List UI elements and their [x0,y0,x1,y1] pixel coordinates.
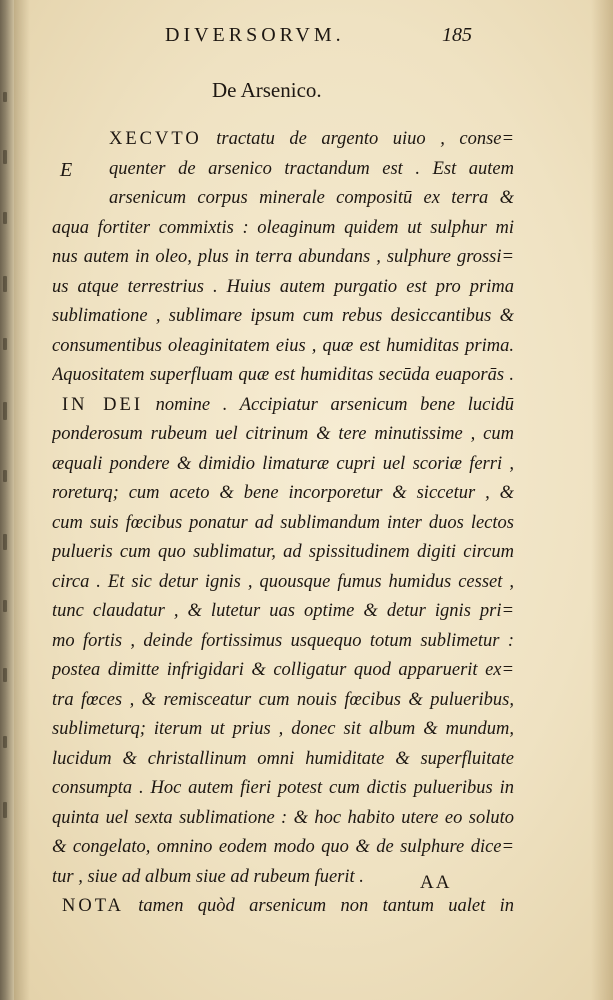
text-line: tunc claudatur , & lutetur uas optime & detur ignis pri= [52,601,514,621]
gutter-shadow [14,0,30,1000]
margin-mark [3,470,7,482]
margin-mark [3,600,7,612]
text-line: consumpta . Hoc autem fieri potest cum dictis pulueribus in [52,778,514,798]
text-line: aqua fortiter commixtis : oleaginum quidem ut sulphur mi [52,217,514,238]
margin-mark [3,212,7,224]
text-line: quinta uel sexta sublimatione : & hoc habito utere eo soluto [52,807,514,828]
text-line: ponderosum rubeum uel citrinum & tere minutissime , cum [52,424,514,444]
margin-mark [3,402,7,420]
text-line: quenter de arsenico tractandum est . Est autem [109,158,514,179]
margin-mark [3,338,7,350]
text-line: us atque terrestrius . Huius autem purgatio est pro prima [52,276,514,297]
text-line: IN DEI nomine . Accipiatur arsenicum bene lucidū [62,394,514,415]
text-line: roreturq; cum aceto & bene incorporetur & siccetur , & [52,483,514,503]
text-line: pulueris cum quo sublimatur, ad spissitudinem digiti circum [52,542,514,562]
text-line: & congelato, omnino eodem modo quo & de sulphure dice= [52,837,514,857]
text-line: sublimeturq; iterum ut prius , donec sit album & mundum, [52,719,514,739]
chapter-title: De Arsenico. [212,78,322,102]
page-number: 185 [442,24,472,46]
margin-mark [3,736,7,748]
text-line: tur , siue ad album siue ad rubeum fuerit . [52,866,364,887]
text-line: æquali pondere & dimidio limaturæ cupri uel scoriæ ferri , [52,453,514,474]
margin-mark [3,150,7,164]
text-line: nus autem in oleo, plus in terra abundans , sulphure grossi= [52,247,514,267]
text-line: circa . Et sic detur ignis , quousque fumus humidus cesset , [52,571,514,592]
body-text [52,125,514,922]
catchword: AA [420,872,452,893]
text-line: XECVTO tractatu de argento uiuo , conse= [109,129,514,149]
text-line: tra fœces , & remisceatur cum nouis fœcibus & pulueribus, [52,689,514,710]
running-head: DIVERSORVM. [165,24,345,46]
text-line: mo fortis , deinde fortissimus usquequo totum sublimetur : [52,630,514,651]
edge-shadow [591,0,613,1000]
text-line: arsenicum corpus minerale compositū ex terra & [109,188,514,208]
lead-caps: XECVTO [109,129,202,149]
text-line: postea dimitte infrigidari & colligatur quod apparuerit ex= [52,660,514,680]
text-line: cum suis fœcibus ponatur ad sublimandum inter duos lectos [52,512,514,533]
margin-mark [3,668,7,682]
margin-mark [3,92,7,102]
margin-mark [3,276,7,292]
in-dei-caps: IN DEI [62,394,143,415]
text-line: Aquositatem superfluam quæ est humiditas secūda euaporās . [52,365,514,385]
drop-letter: E [60,159,73,181]
text-line: NOTA tamen quòd arsenicum non tantum ualet in [62,896,514,916]
margin-mark [3,802,7,818]
margin-mark [3,534,7,550]
text-line: consumentibus oleaginitatem eius , quæ est humiditas prima. [52,335,514,356]
text-line: lucidum & christallinum omni humiditate & superfluitate [52,748,514,769]
nota-caps: NOTA [62,896,124,916]
text-line: sublimatione , sublimare ipsum cum rebus desiccantibus & [52,306,514,326]
